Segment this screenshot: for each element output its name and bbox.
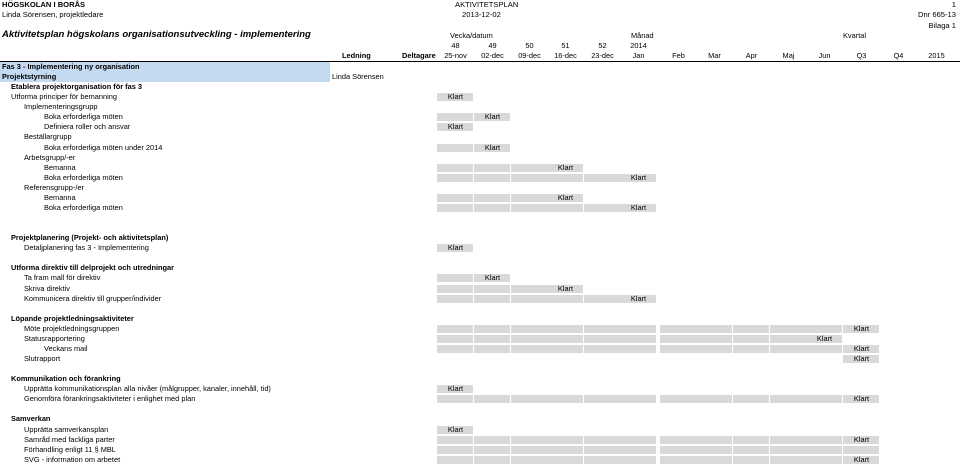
schedule-cell: [437, 113, 473, 121]
table-row: [0, 344, 960, 354]
schedule-cell: [733, 456, 769, 464]
schedule-cell: [437, 345, 473, 353]
date-column-header: Q3: [856, 51, 867, 60]
schedule-cell: [770, 345, 806, 353]
schedule-cell: [660, 395, 696, 403]
status-klart: Klart: [557, 283, 574, 293]
schedule-cell: [660, 325, 696, 333]
doc-date: 2013-12-02: [462, 10, 501, 19]
schedule-cell: [474, 204, 510, 212]
schedule-cell: [474, 345, 510, 353]
activity-label: Definiera roller och ansvar: [44, 122, 131, 132]
schedule-cell: [547, 204, 583, 212]
activity-label: Boka erforderliga möten: [44, 202, 123, 212]
week-number: 51: [561, 41, 570, 50]
schedule-cell: [437, 456, 473, 464]
date-column-header: Q4: [893, 51, 904, 60]
activity-label: Skriva direktiv: [24, 283, 70, 293]
schedule-cell: [437, 204, 473, 212]
schedule-cell: [660, 436, 696, 444]
table-row: [0, 253, 960, 263]
group-week-label: Vecka/datum: [450, 31, 493, 40]
schedule-cell: [696, 395, 732, 403]
table-row: [0, 213, 960, 223]
schedule-cell: [584, 335, 620, 343]
group-month-label: Månad: [631, 31, 654, 40]
schedule-cell: [511, 174, 547, 182]
group-quarter-label: Kvartal: [843, 31, 867, 40]
activity-label: Beställargrupp: [24, 132, 72, 142]
activity-label: Utforma principer för bemanning: [11, 92, 117, 102]
table-row: [0, 445, 960, 455]
week-number: 49: [488, 41, 497, 50]
schedule-cell: [584, 446, 620, 454]
status-klart: Klart: [853, 454, 870, 464]
schedule-cell: [474, 164, 510, 172]
table-row: [0, 112, 960, 122]
activity-label: Utforma direktiv till delprojekt och utredningar: [11, 263, 175, 273]
schedule-cell: [806, 325, 842, 333]
activity-label: Kommunicera direktiv till grupper/individer: [24, 293, 162, 303]
schedule-cell: [584, 204, 620, 212]
activity-label: Boka erforderliga möten: [44, 172, 123, 182]
schedule-cell: [660, 345, 696, 353]
schedule-cell: [437, 295, 473, 303]
activity-label: Kommunikation och förankring: [11, 374, 121, 384]
table-row: [0, 193, 960, 203]
schedule-cell: [770, 335, 806, 343]
activity-label: Slutrapport: [24, 354, 61, 364]
activity-label: Bemanna: [44, 192, 76, 202]
schedule-cell: [511, 446, 547, 454]
date-column-header: Feb: [672, 51, 685, 60]
week-number: 52: [598, 41, 607, 50]
status-klart: Klart: [853, 354, 870, 364]
schedule-cell: [437, 174, 473, 182]
schedule-cell: [620, 436, 656, 444]
org-name: HÖGSKOLAN I BORÅS: [2, 0, 86, 9]
schedule-cell: [511, 295, 547, 303]
lead-name: Linda Sörensen: [332, 72, 384, 82]
activity-label: Samråd med fackliga parter: [24, 434, 115, 444]
schedule-cell: [474, 325, 510, 333]
schedule-cell: [660, 446, 696, 454]
date-column-header: 09-dec: [518, 51, 541, 60]
schedule-cell: [733, 335, 769, 343]
status-klart: Klart: [447, 122, 464, 132]
schedule-cell: [696, 335, 732, 343]
schedule-cell: [770, 446, 806, 454]
schedule-cell: [547, 446, 583, 454]
week-number: 50: [525, 41, 534, 50]
schedule-cell: [437, 325, 473, 333]
schedule-cell: [547, 295, 583, 303]
table-row: [0, 414, 960, 424]
schedule-cell: [547, 395, 583, 403]
table-row: [0, 354, 960, 364]
schedule-cell: [474, 456, 510, 464]
table-row: [0, 263, 960, 273]
schedule-cell: [620, 446, 656, 454]
table-row: [0, 163, 960, 173]
schedule-cell: [584, 395, 620, 403]
schedule-cell: [660, 335, 696, 343]
schedule-cell: [806, 446, 842, 454]
schedule-cell: [806, 345, 842, 353]
schedule-cell: [584, 295, 620, 303]
week-number: 2014: [630, 41, 647, 50]
schedule-cell: [437, 436, 473, 444]
schedule-cell: [511, 164, 547, 172]
schedule-cell: [511, 204, 547, 212]
table-row: [0, 435, 960, 445]
status-klart: Klart: [447, 384, 464, 394]
schedule-cell: [733, 446, 769, 454]
table-row: [0, 153, 960, 163]
schedule-cell: [474, 446, 510, 454]
schedule-cell: [696, 325, 732, 333]
schedule-cell: [620, 456, 656, 464]
schedule-cell: [511, 325, 547, 333]
schedule-cell: [437, 274, 473, 282]
activity-label: Statusrapportering: [24, 333, 85, 343]
date-column-header: 23-dec: [591, 51, 614, 60]
schedule-cell: [806, 456, 842, 464]
schedule-cell: [511, 194, 547, 202]
table-row: [0, 294, 960, 304]
table-row: [0, 92, 960, 102]
table-row: [0, 143, 960, 153]
schedule-cell: [437, 446, 473, 454]
schedule-cell: [474, 174, 510, 182]
activity-label: Genomföra förankringsaktiviteter i enlighet med plan: [24, 394, 196, 404]
status-klart: Klart: [484, 142, 501, 152]
date-column-header: 2015: [928, 51, 945, 60]
schedule-cell: [437, 335, 473, 343]
week-number: 48: [451, 41, 460, 50]
schedule-cell: [584, 436, 620, 444]
project-leader: Linda Sörensen, projektledare: [2, 10, 104, 19]
activity-label: Veckans mail: [44, 343, 88, 353]
schedule-cell: [806, 395, 842, 403]
schedule-cell: [733, 395, 769, 403]
activity-label: Upprätta samverkansplan: [24, 424, 109, 434]
schedule-cell: [437, 395, 473, 403]
schedule-cell: [770, 436, 806, 444]
status-klart: Klart: [630, 172, 647, 182]
status-klart: Klart: [557, 192, 574, 202]
table-row: [0, 404, 960, 414]
schedule-cell: [620, 395, 656, 403]
table-row: [0, 132, 960, 142]
table-row: [0, 304, 960, 314]
activity-label: Fas 3 - Implementering ny organisation: [2, 62, 140, 71]
schedule-cell: [584, 456, 620, 464]
activity-label: Löpande projektledningsaktiviteter: [11, 313, 134, 323]
table-row: [0, 284, 960, 294]
table-row: [0, 122, 960, 132]
table-row: [0, 334, 960, 344]
table-row: [0, 324, 960, 334]
schedule-cell: [437, 285, 473, 293]
table-row: [0, 233, 960, 243]
schedule-cell: [474, 395, 510, 403]
activity-label: Bemanna: [44, 162, 76, 172]
schedule-cell: [511, 456, 547, 464]
schedule-cell: [620, 325, 656, 333]
schedule-cell: [584, 345, 620, 353]
date-column-header: 02-dec: [481, 51, 504, 60]
schedule-cell: [547, 174, 583, 182]
schedule-cell: [547, 325, 583, 333]
schedule-cell: [474, 335, 510, 343]
schedule-cell: [620, 345, 656, 353]
status-klart: Klart: [630, 293, 647, 303]
schedule-cell: [770, 395, 806, 403]
activity-label: Detaljplanering fas 3 - Implementering: [24, 243, 149, 253]
date-column-header: Apr: [745, 51, 758, 60]
table-row: [0, 273, 960, 283]
activity-label: Arbetsgrupp/-er: [24, 152, 76, 162]
schedule-cell: [584, 325, 620, 333]
schedule-cell: [511, 395, 547, 403]
table-row: [0, 82, 960, 92]
schedule-cell: [511, 436, 547, 444]
schedule-cell: [584, 174, 620, 182]
activity-label: Boka erforderliga möten: [44, 112, 123, 122]
date-column-header: Mar: [708, 51, 721, 60]
activity-label: Förhandling enligt 11 § MBL: [24, 444, 116, 454]
schedule-cell: [474, 194, 510, 202]
status-klart: Klart: [630, 202, 647, 212]
schedule-cell: [547, 345, 583, 353]
schedule-cell: [547, 436, 583, 444]
schedule-cell: [474, 436, 510, 444]
schedule-cell: [733, 436, 769, 444]
status-klart: Klart: [557, 162, 574, 172]
table-row: [0, 72, 960, 82]
schedule-cell: [843, 446, 879, 454]
schedule-cell: [696, 456, 732, 464]
schedule-cell: [620, 335, 656, 343]
activity-label: SVG - information om arbetet: [24, 454, 121, 464]
schedule-cell: [806, 436, 842, 444]
activity-label: Samverkan: [11, 414, 51, 424]
table-row: [0, 203, 960, 213]
status-klart: Klart: [484, 273, 501, 283]
schedule-cell: [474, 295, 510, 303]
bilaga: Bilaga 1: [928, 21, 956, 30]
date-column-header: 25-nov: [444, 51, 467, 60]
activity-label: Möte projektledningsgruppen: [24, 323, 120, 333]
page-number: 1: [951, 0, 956, 9]
schedule-cell: [437, 144, 473, 152]
schedule-cell: [547, 335, 583, 343]
table-row: [0, 183, 960, 193]
status-klart: Klart: [447, 243, 464, 253]
status-klart: Klart: [816, 333, 833, 343]
doc-type: AKTIVITETSPLAN: [455, 0, 519, 9]
table-row: [0, 394, 960, 404]
schedule-cell: [437, 164, 473, 172]
status-klart: Klart: [853, 394, 870, 404]
activity-label: Upprätta kommunikationsplan alla nivåer (målgrupper, kanaler, innehåll, tid): [24, 384, 271, 394]
table-row: [0, 425, 960, 435]
status-klart: Klart: [447, 424, 464, 434]
status-klart: Klart: [853, 343, 870, 353]
activity-label: Projektstyrning: [2, 72, 57, 82]
table-row: [0, 384, 960, 394]
schedule-cell: [547, 456, 583, 464]
table-row: [0, 173, 960, 183]
date-column-header: 16-dec: [554, 51, 577, 60]
activity-label: Etablera projektorganisation för fas 3: [11, 82, 143, 92]
date-column-header: Jun: [818, 51, 831, 60]
status-klart: Klart: [853, 323, 870, 333]
schedule-cell: [511, 285, 547, 293]
table-row: [0, 243, 960, 253]
schedule-cell: [770, 456, 806, 464]
schedule-cell: [733, 345, 769, 353]
table-row: [0, 455, 960, 465]
deltagare-header: Deltagare: [402, 51, 436, 60]
table-row: [0, 374, 960, 384]
schedule-cell: [696, 446, 732, 454]
activity-label: Ta fram mall för direktiv: [24, 273, 101, 283]
status-klart: Klart: [853, 434, 870, 444]
schedule-cell: [733, 325, 769, 333]
activity-label: Projektplanering (Projekt- och aktivitetsplan): [11, 233, 169, 243]
dnr: Dnr 665-13: [918, 10, 956, 19]
status-klart: Klart: [484, 112, 501, 122]
page-title: Aktivitetsplan högskolans organisationsutveckling - implementering: [2, 29, 311, 40]
table-row: [0, 314, 960, 324]
activity-label: Referensgrupp-/er: [24, 182, 84, 192]
schedule-cell: [511, 335, 547, 343]
table-row: [0, 102, 960, 112]
date-column-header: Jan: [632, 51, 645, 60]
schedule-cell: [511, 345, 547, 353]
schedule-cell: [437, 194, 473, 202]
table-row: [0, 62, 960, 72]
activity-label: Implementeringsgrupp: [24, 102, 98, 112]
schedule-cell: [770, 325, 806, 333]
table-row: [0, 364, 960, 374]
table-row: [0, 223, 960, 233]
status-klart: Klart: [447, 92, 464, 102]
schedule-cell: [474, 285, 510, 293]
schedule-cell: [696, 436, 732, 444]
date-column-header: Maj: [782, 51, 795, 60]
activity-label: Boka erforderliga möten under 2014: [44, 142, 163, 152]
ledning-header: Ledning: [342, 51, 371, 60]
schedule-cell: [696, 345, 732, 353]
schedule-cell: [660, 456, 696, 464]
